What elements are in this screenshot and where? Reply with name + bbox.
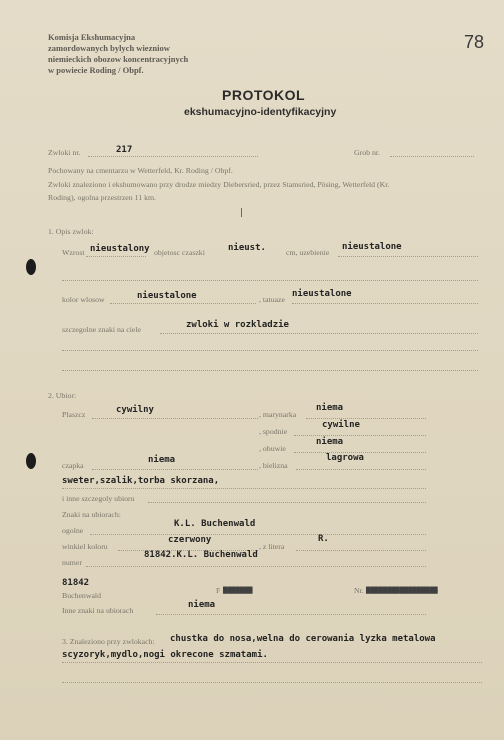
document-subtitle: ekshumacyjno-identyfikacyjny: [184, 106, 337, 118]
marynarka-label: , marynarka: [259, 410, 297, 419]
header-line-2: zamordowanych bylych wiezniow: [48, 43, 170, 53]
marynarka-value: niema: [316, 403, 344, 413]
zwloki-label: Zwloki nr.: [48, 148, 81, 157]
czapka-label: czapka: [62, 461, 84, 470]
section1-heading: 1. Opis zwlok:: [48, 227, 94, 236]
grob-label: Grob nr.: [354, 148, 380, 157]
extra-clothing-value: sweter,szalik,torba skorzana,: [62, 476, 220, 486]
section2-heading: 2. Ubior:: [48, 391, 77, 400]
wzrost-value: nieustalony: [90, 244, 150, 254]
ogolne-label: ogolne: [62, 526, 84, 535]
zwloki-value: 217: [116, 145, 133, 155]
obuwie-value: niema: [316, 437, 344, 447]
stamp-place: Buchenwald: [62, 591, 101, 600]
spodnie-label: , spodnie: [259, 427, 288, 436]
inne-znaki-value: niema: [188, 600, 216, 610]
plaszcz-label: Plaszcz: [62, 410, 86, 419]
plaszcz-value: cywilny: [116, 405, 154, 415]
znaki-ubiorach-label: Znaki na ubiorach:: [62, 510, 121, 519]
section3-line-1: chustka do nosa,welna do cerowania lyzka metalowa: [170, 634, 436, 644]
section3-line-2: scyzoryk,mydlo,nogi okrecone szmatami.: [62, 650, 268, 660]
uzebienie-value: nieustalone: [342, 242, 402, 252]
numer-label: numer: [62, 558, 82, 567]
objetosc-value: nieust.: [228, 243, 266, 253]
header-line-1: Komisja Ekshumacyjna: [48, 32, 136, 42]
stamp-f-label: F: [216, 586, 221, 595]
winkiel-label: winkiel koloru: [62, 542, 108, 551]
spodnie-value: cywilne: [322, 420, 360, 430]
tatuaze-value: nieustalone: [292, 289, 352, 299]
punch-hole-top: [26, 259, 36, 275]
czapka-value: niema: [148, 455, 176, 465]
pochowany-text: Pochowany na cmentarzu w Wetterfeld, Kr. Roding / Obpf.: [48, 166, 233, 175]
znaleziono-text-1: Zwloki znaleziono i ekshumowano przy drodze miedzy Diebersried, przez Stamsried, Pösing, Wetterfeld (Kr.: [48, 180, 390, 189]
tatuaze-label: , tatuaze: [259, 295, 285, 304]
ogolne-value: K.L. Buchenwald: [174, 519, 256, 529]
kolor-value: nieustalone: [137, 291, 197, 301]
znaleziono-text-2: Roding), ogolna przestrzen 11 km.: [48, 193, 156, 202]
obuwie-label: , obuwie: [259, 444, 286, 453]
uzebienie-label: cm, uzebienie: [286, 248, 330, 257]
winkiel-value: czerwony: [168, 535, 212, 545]
header-line-3: niemieckich obozow koncentracyjnych: [48, 54, 189, 64]
stamp-nr-label: Nr.: [354, 586, 364, 595]
litera-value: R.: [318, 534, 329, 544]
inne-szczegoly-label: i inne szczegoly ubioru: [62, 494, 135, 503]
section3-heading: 3. Znaleziono przy zwlokach:: [62, 637, 155, 646]
znaki-ciele-value: zwloki w rozkladzie: [186, 320, 289, 330]
bielizna-value: lagrowa: [326, 453, 364, 463]
objetosc-label: objetosc czaszki: [154, 248, 205, 257]
numer-value: 81842.K.L. Buchenwald: [144, 550, 258, 560]
document-title: PROTOKOL: [222, 87, 306, 103]
litera-label: , z litera: [259, 542, 285, 551]
znaki-ciele-label: szczegolne znaki na ciele: [62, 325, 142, 334]
inne-znaki-label: Inne znaki na ubiorach: [62, 606, 134, 615]
struck-field-2: ▇▇▇▇▇▇▇▇▇▇▇▇▇▇▇▇▇: [366, 586, 438, 594]
punch-hole-bottom: [26, 453, 36, 469]
stamp-number: 81842: [62, 578, 90, 588]
page-number: 78: [464, 32, 485, 52]
header-line-4: w powiecie Roding / Obpf.: [48, 65, 144, 75]
struck-field-1: ▇▇▇▇▇▇▇: [223, 586, 253, 594]
wzrost-label: Wzrost: [62, 248, 85, 257]
kolor-label: kolor wlosow: [62, 295, 105, 304]
bielizna-label: , bielizna: [259, 461, 288, 470]
